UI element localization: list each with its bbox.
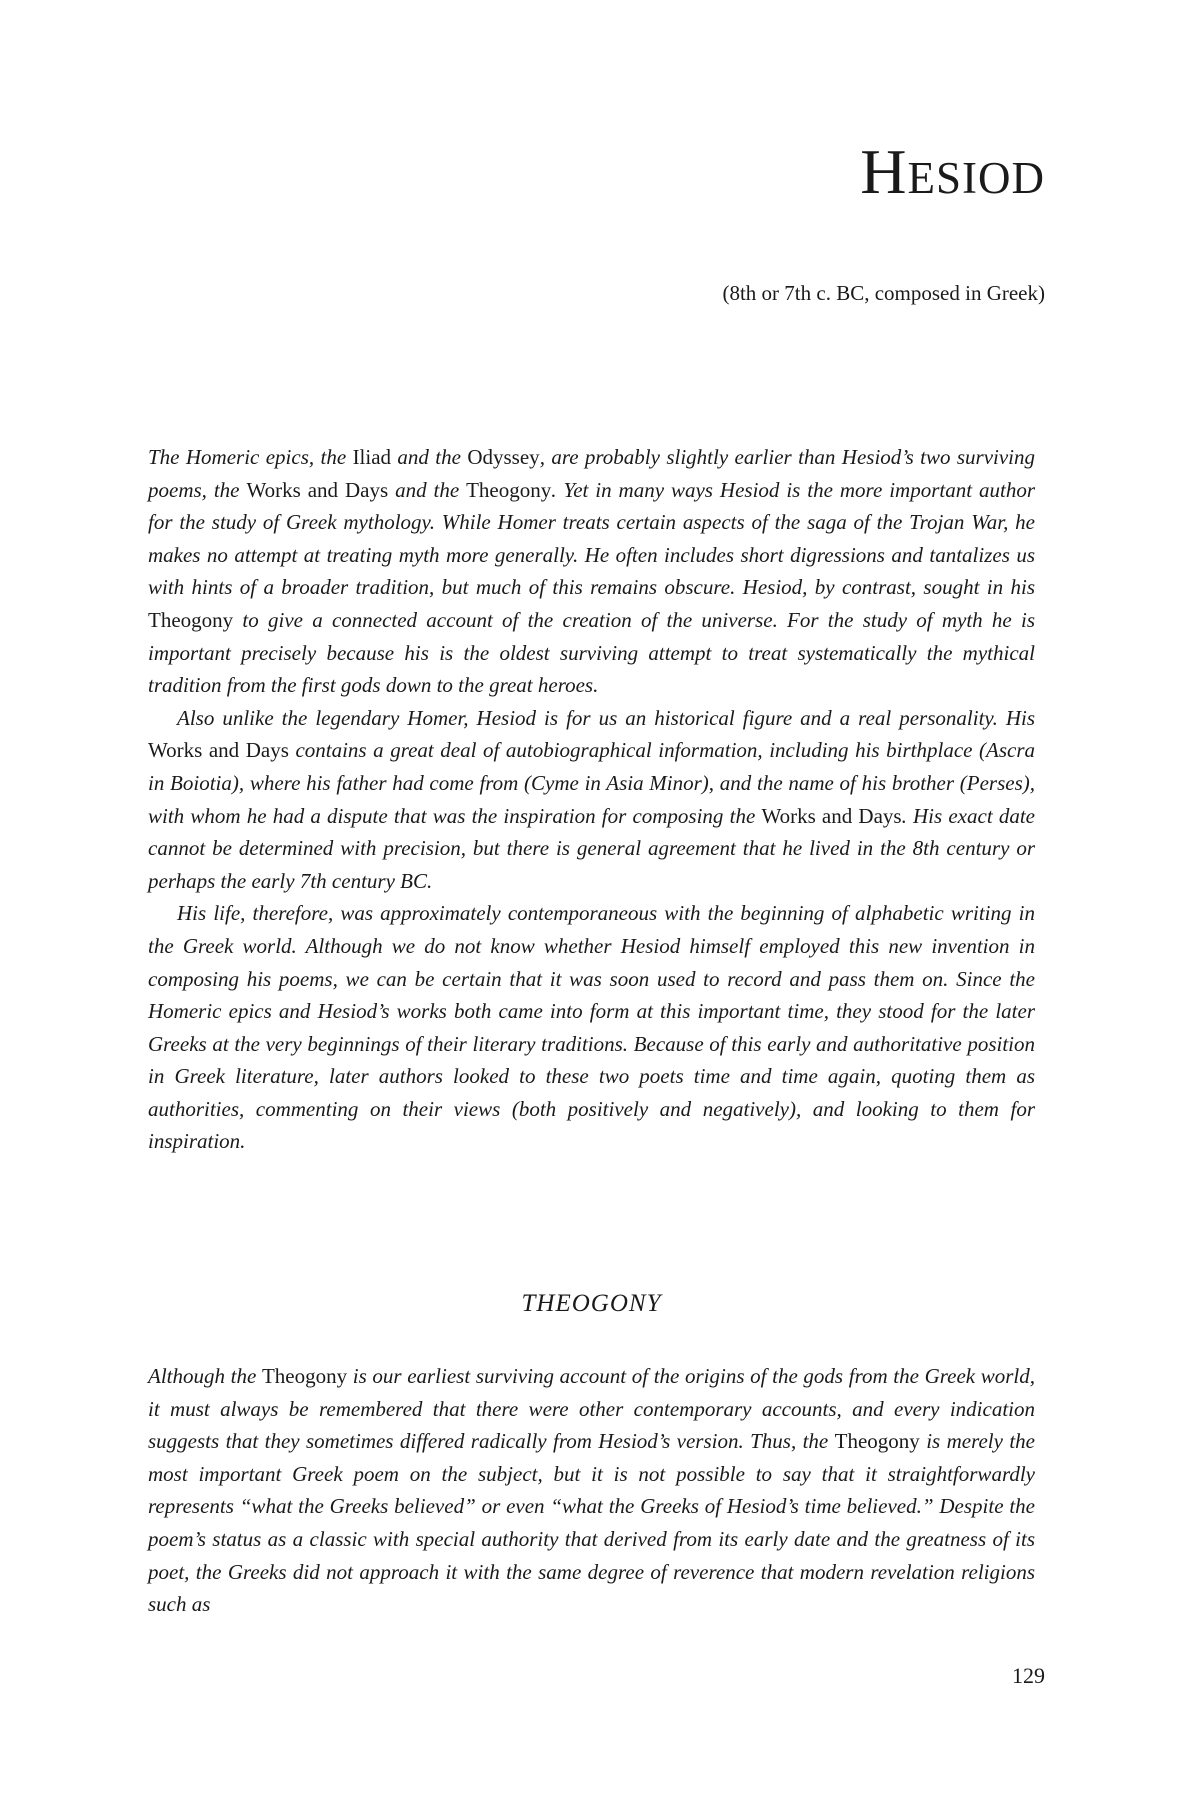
text-run: to give a connected account of the creation of the universe. For the study of myth he is important precisely because his is the oldest surviving attempt to treat systematically the mythical tradition from the first gods down to the great heroes. [148, 607, 1035, 698]
text-run: . His exact date cannot be determined with precision, but there is general agreement that he lived in the 8th century or perhaps the early 7th century [148, 803, 1035, 893]
work-title: Theogony [261, 1364, 348, 1388]
introduction [148, 441, 1035, 1158]
section-heading: THEOGONY [521, 1290, 662, 1317]
text-run: is merely the most important Greek poem on the subject, but it is not possible to say that it straightforwardly represents “what the Greeks believed” or even “what the Greeks of Hesiod’s time believed.” Despite the poem’s status as a classic with special authority that derived from its early date and the greatness of its poet, the Greeks did not approach it with the same degree of reverence that modern revelation religions such as [148, 1429, 1035, 1617]
section-body [148, 1360, 1035, 1621]
text-run: . [427, 868, 433, 893]
work-title: Works and Days [246, 477, 389, 502]
text-run: is our earliest surviving account of the origins of the gods from the Greek world, it must always be remembered that there were other contemporary accounts, and every indication suggests that they sometimes differed radically from Hesiod’s version. Thus, the [148, 1364, 1035, 1454]
intro-paragraph-2 [148, 702, 1035, 898]
text-run: Also unlike the legendary Homer, Hesiod is for us an historical figure and a real personality. His [177, 705, 1035, 730]
work-title: Odyssey [467, 445, 540, 469]
text-run: The Homeric epics, the [148, 445, 353, 469]
chapter-title: Hesiod [860, 136, 1045, 207]
subtitle-prefix: (8th or 7th c. [722, 281, 837, 305]
work-title: Theogony [466, 477, 552, 502]
text-run: . Yet in many ways Hesiod is the more important author for the study of Greek mythology. While Homer treats certain aspects of the saga of the Trojan War, he makes no attempt at treating myth more generally. He often includes short digressions and tantalizes us with hints of a broader tradition, but much of this remains obscure. Hesiod, by contrast, sought in his [148, 477, 1035, 600]
work-title: Works and Days [148, 738, 289, 763]
chapter-subtitle [722, 283, 1045, 304]
era-abbreviation: BC [400, 868, 427, 893]
section-paragraph-1 [148, 1360, 1035, 1621]
page-number: 129 [1012, 1663, 1045, 1688]
work-title: Iliad [352, 445, 392, 469]
text-run: contains a great deal of autobiographical information, including his birthplace (Ascra in Boiotia), where his father had come from (Cyme in Asia Minor), and the name of his brother (Perses), with whom he had a dispute that was the inspiration for composing the [148, 738, 1035, 828]
intro-paragraph-3 [148, 897, 1035, 1158]
work-title: Works and Days [761, 803, 902, 828]
text-run: and the [391, 445, 468, 469]
text-run: His life, therefore, was approximately contemporaneous with the beginning of alphabetic writing in the Greek world. Although we do not know whether Hesiod himself employed this new invention in composing his poems, we can be certain that it was soon used to record and pass them on. Since the Homeric epics and Hesiod’s works both came into form at this important time, they stood for the later Greeks at the very beginnings of their literary traditions. Because of this early and authoritative position in Greek literature, later authors looked to these two poets time and time again, quoting them as authorities, commenting on their views (both positively and negatively), and looking to them for inspiration. [148, 901, 1035, 1154]
subtitle-era: BC [836, 281, 865, 305]
intro-paragraph-1 [148, 441, 1035, 702]
subtitle-suffix: , composed in Greek) [864, 281, 1045, 305]
text-run: , are probably slightly earlier than Hesiod’s two surviving poems, the [148, 445, 1036, 502]
text-run: and the [388, 477, 467, 502]
work-title: Theogony [148, 607, 234, 632]
text-run: Although the [148, 1364, 262, 1388]
work-title: Theogony [834, 1429, 920, 1454]
